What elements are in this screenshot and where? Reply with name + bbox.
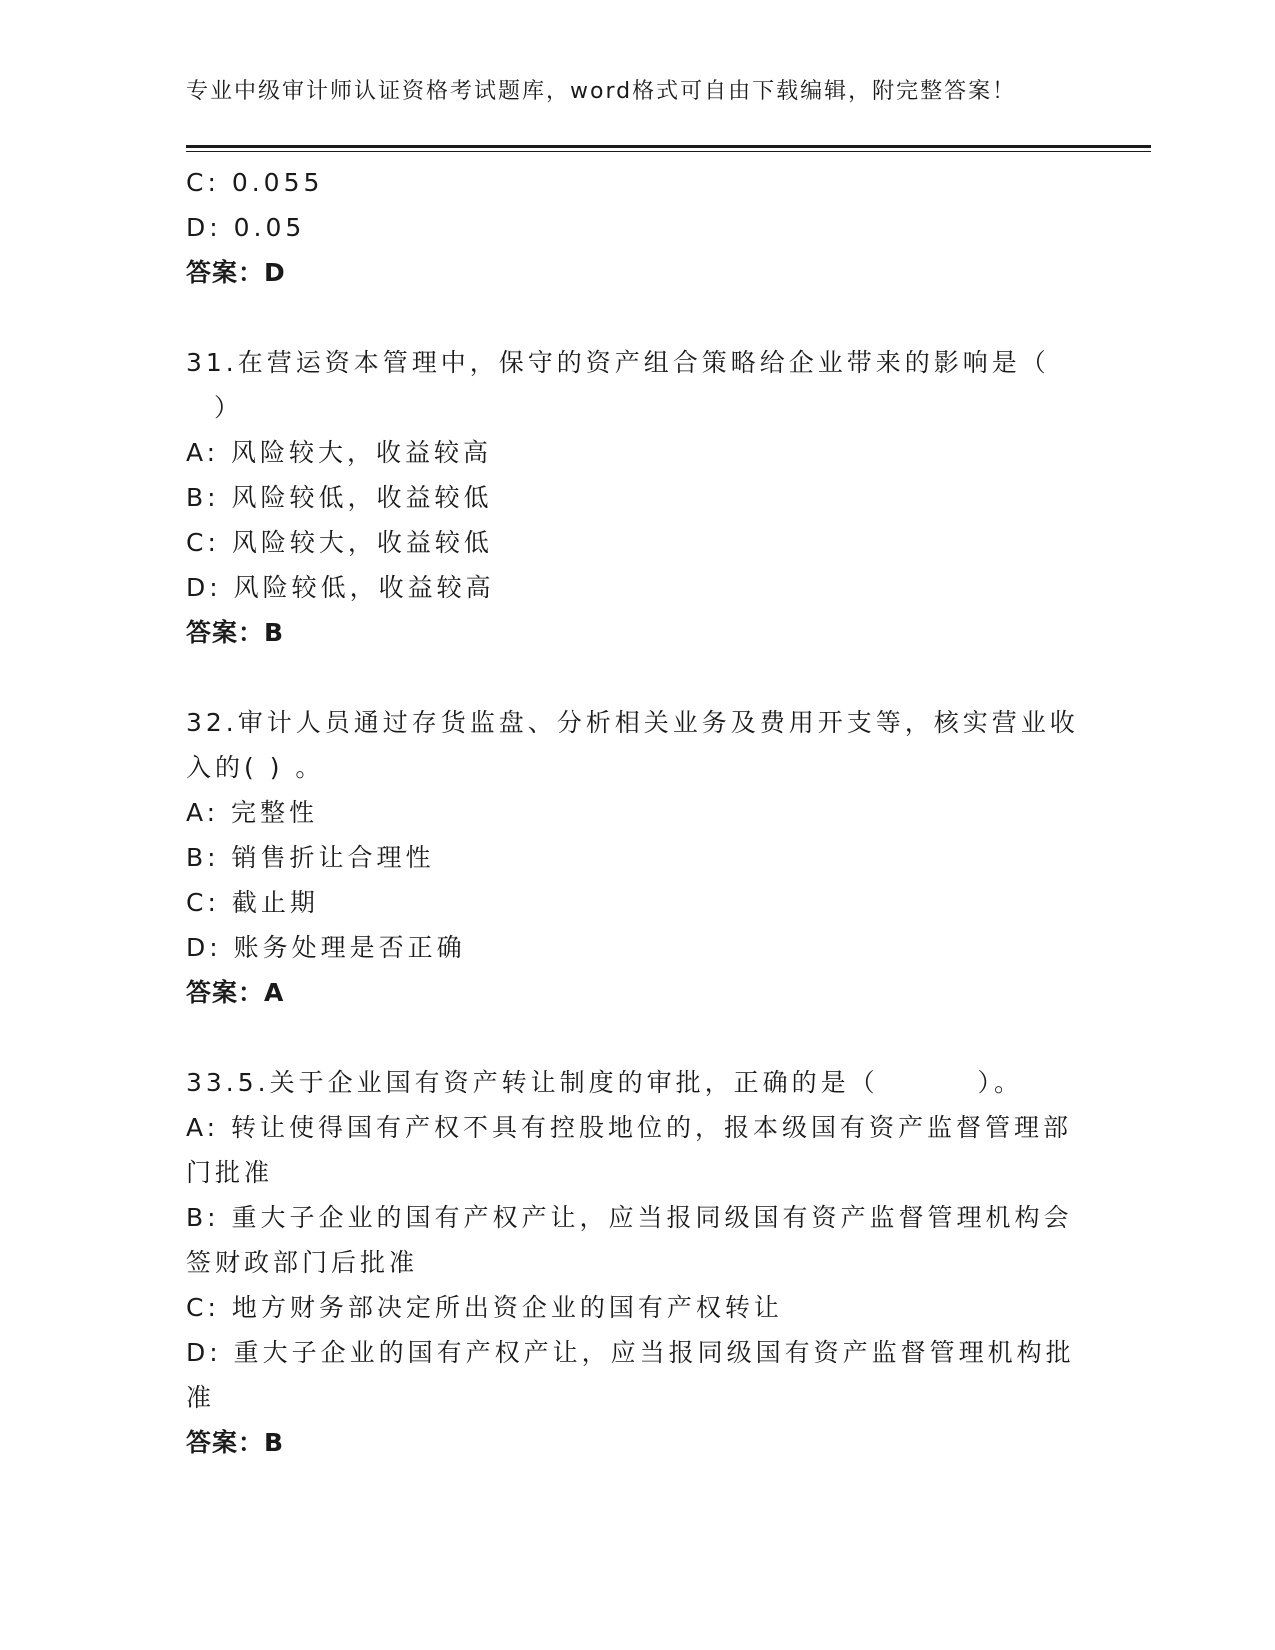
option-b: B: 风险较低，收益较低 — [186, 483, 493, 512]
option-b-continued: 签财政部门后批准 — [186, 1248, 419, 1277]
option-c: C: 地方财务部决定所出资企业的国有产权转让 — [186, 1293, 783, 1322]
option-a-continued: 门批准 — [186, 1158, 274, 1187]
spacer — [186, 295, 1066, 340]
answer: 答案：A — [186, 978, 285, 1007]
option-c: C: 截止期 — [186, 888, 319, 917]
header-rule-thick — [186, 145, 1151, 148]
option-a: A: 转让使得国有产权不具有控股地位的，报本级国有资产监督管理部 — [186, 1113, 1073, 1142]
question-stem-continued: ） — [214, 393, 244, 422]
option-a: A: 完整性 — [186, 798, 319, 827]
question-stem: 32.审计人员通过存货监盘、分析相关业务及费用开支等，核实营业收 — [186, 708, 1079, 737]
option-d: D: 0.05 — [186, 213, 306, 242]
question-32 — [186, 700, 1079, 1015]
option-d: D: 账务处理是否正确 — [186, 933, 466, 962]
question-30-tail — [186, 160, 1066, 295]
question-33 — [186, 1060, 1075, 1465]
option-c: C: 0.055 — [186, 168, 324, 197]
option-d-continued: 准 — [186, 1383, 216, 1412]
option-b: B: 销售折让合理性 — [186, 843, 435, 872]
answer: 答案：B — [186, 1428, 285, 1457]
option-c: C: 风险较大，收益较低 — [186, 528, 493, 557]
document-body — [186, 160, 1079, 1465]
header-rule-thin — [186, 151, 1151, 152]
option-d: D: 重大子企业的国有产权产让，应当报同级国有资产监督管理机构批 — [186, 1338, 1075, 1367]
spacer — [186, 1015, 1066, 1060]
option-b: B: 重大子企业的国有产权产让，应当报同级国有资产监督管理机构会 — [186, 1203, 1073, 1232]
question-stem: 33.5.关于企业国有资产转让制度的审批，正确的是（ ）。 — [186, 1068, 1024, 1097]
question-stem: 31.在营运资本管理中，保守的资产组合策略给企业带来的影响是（ — [186, 348, 1050, 377]
page-header: 专业中级审计师认证资格考试题库，word格式可自由下载编辑，附完整答案！ — [186, 79, 1017, 104]
answer: 答案：B — [186, 618, 285, 647]
question-31 — [186, 340, 1066, 655]
spacer — [186, 655, 1066, 700]
answer: 答案：D — [186, 258, 286, 287]
question-stem-continued: 入的( ) 。 — [186, 753, 325, 782]
option-d: D: 风险较低，收益较高 — [186, 573, 495, 602]
option-a: A: 风险较大，收益较高 — [186, 438, 493, 467]
